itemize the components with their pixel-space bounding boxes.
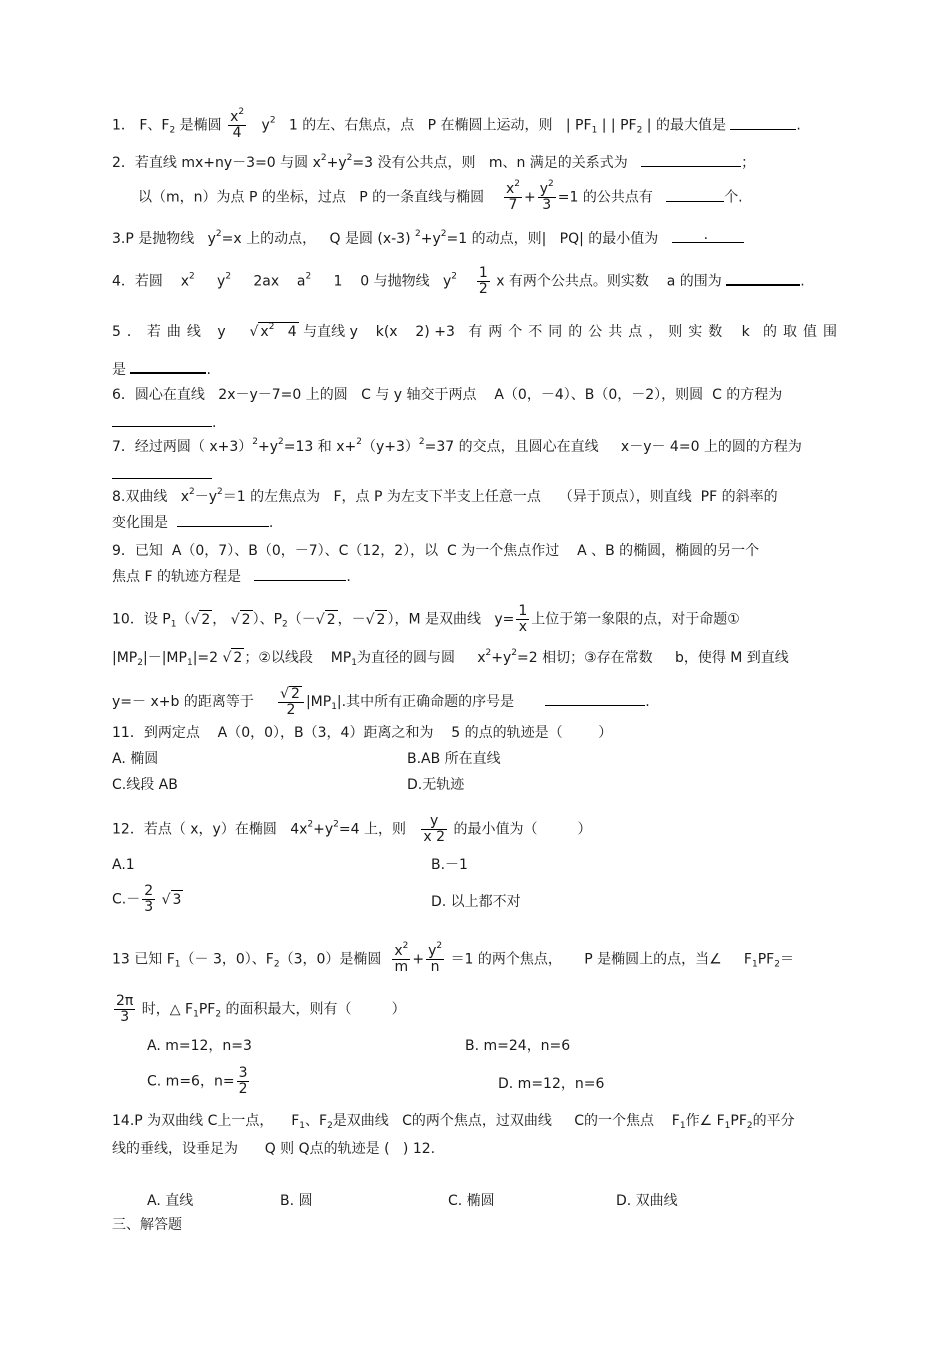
q5-text-4: 2) +3 [415,324,455,340]
q2-text-6: P 的一条直线与椭圆 [359,189,485,206]
q1-sub2: 2 [636,125,643,136]
q1-sup: 2 [238,107,245,117]
q10-sqrt-2: √ 2 [230,611,251,628]
q10-period: . [645,694,650,710]
q1-foci: F、F [139,117,170,134]
question-6 [112,386,782,404]
q12-optc-sqrt: √ 3 [161,891,182,908]
q13-text-10: PF [198,1001,216,1018]
q14-f1: F [291,1113,300,1129]
q1-text-4: | 的最大值是 [646,117,726,134]
q2-text-5: 以（m，n）为点 P 的坐标，过点 [138,189,346,206]
q2-fraca-sup: 2 [514,179,520,189]
q13-fracb-sup: 2 [436,941,443,951]
q1-sup-y: 2 [269,115,276,126]
q2-sup: 2 [320,153,327,163]
q14-sub-4: 1 [724,1121,731,1131]
q2-semicolon: ； [741,155,756,171]
q10-frac-num: 1 [518,603,528,619]
q6-text-5: C 的方程为 [712,387,783,403]
q13-text-9: 时，△ F [141,1001,194,1018]
q7-sup-4: 2 [418,437,425,447]
question-10-line-3 [112,686,650,718]
q2-fracb-den: 3 [542,197,552,213]
q10-text-10: |=2 [192,650,219,666]
q7-sup: 2 [252,437,259,447]
q10-sqrt-3: √ 2 [315,611,336,628]
q12-text-3: +y [313,821,334,838]
q14-f2: 、F [305,1113,328,1129]
q8-text-2: ＝1 的左焦点为 [222,489,321,505]
q10-rad-4: 2 [376,611,386,628]
q10-text-17: b，使得 M 到直线 [674,650,789,666]
q10-frac2-den: 2 [286,702,296,718]
q2-text-3: =3 没有公共点，则 [352,155,476,171]
q10-text-15: +y [491,650,512,666]
q10-sub-6: 1 [331,702,337,712]
q13-option-a[interactable]: A. m=12，n=3 [147,1038,252,1054]
q11-option-a[interactable]: A. 椭圆 [112,751,159,767]
q13-optc-num: 3 [238,1065,248,1081]
question-11 [112,724,612,742]
q1-text: 是椭圆 [179,117,222,134]
q2-fraction-a [504,179,522,213]
q9-text-2: A（0，7）、B（0，－7）、C（12，2），以 [171,543,439,559]
q10-text-16: =2 相切；③存在常数 [517,650,653,666]
q14-text-1: 14.P 为双曲线 C上一点， [112,1113,274,1129]
q12-text-4: =4 上，则 [338,821,406,838]
q10-sub-3: 2 [137,658,143,668]
q12-frac-num: y [421,814,447,830]
q9-period: . [346,569,351,585]
section-heading-answers: 三、解答题 [112,1217,182,1233]
q13-optc-fraction [237,1066,250,1097]
q10-text-20: |.其中所有正确命题的序号是 [336,694,515,710]
q13-option-c[interactable] [147,1066,251,1097]
q2-fraction-b [538,179,556,213]
q13-sub-6: 2 [215,1009,222,1020]
q14-text-3: C的两个焦点，过双曲线 [402,1113,552,1129]
q2-fraca-num: x [505,181,515,197]
q1-y: y [261,117,270,134]
q10-sqrt-5: √ 2 [222,650,243,666]
q1-answer-blank[interactable] [730,115,796,130]
q4-period: . [800,273,805,290]
q14-text-2: 是双曲线 [332,1113,389,1129]
question-8-line-2 [112,512,273,532]
q13-fraca-den: m [394,959,409,975]
q12-text-6: ） [577,821,592,838]
q10-text-9: |－|MP [142,650,187,666]
q2-fracb-sup: 2 [548,179,554,189]
q1-frac-den: 4 [232,125,242,141]
q10-sub: 1 [170,619,177,630]
q2-text-2: +y [326,155,347,171]
q12-text-5: 的最小值为（ [453,821,538,838]
q10-fraction [516,604,529,635]
q13-text-3: （3，0）是椭圆 [279,951,382,968]
q10-text-12: MP [330,650,352,666]
q11-text-2: A（0，0），B（3，4）距离之和为 [217,725,434,741]
q13-optc-den: 2 [238,1081,248,1097]
q10-answer-blank[interactable] [545,691,645,706]
q12-sup-2: 2 [333,819,339,830]
q11-option-d[interactable]: D.无轨迹 [407,777,465,793]
q14-option-d[interactable]: D. 双曲线 [616,1193,678,1209]
question-6-line-2 [112,412,216,432]
q14-sub-2: 2 [327,1121,333,1131]
q10-sqrt-4: √ 2 [365,611,386,628]
question-2-line-2 [138,179,743,213]
q3-period: . [703,227,709,243]
q3-text-3: Q 是圆 (x-3) [329,231,411,247]
q10-text-14: x [477,650,486,666]
q6-period: . [212,415,217,431]
q10-sup: 2 [485,648,492,658]
q10-frac-den: x [518,619,527,635]
q14-text-7: PF [730,1113,747,1129]
q11-text-1: 11．到两定点 [112,725,200,741]
q13-sub-5: 1 [193,1009,199,1020]
q12-fraction [421,814,447,845]
question-13-line-2 [112,994,406,1025]
q5-k: k [741,324,750,340]
question-7 [112,438,802,456]
q9-text-3: C 为一个焦点作过 [447,543,560,559]
q4-sup-2: 2 [225,271,232,282]
q2-sup-2: 2 [346,153,353,163]
q13-option-b[interactable]: B. m=24，n=6 [465,1038,571,1054]
q2-text-8: 个. [724,189,743,206]
q7-text-6: x－y－ 4=0 上的圆的方程为 [620,439,802,455]
q10-text-5: ），M 是双曲线 [387,611,481,628]
q4-x: x [180,273,190,290]
q10-sub-5: 1 [351,658,357,668]
q2-fraca-den: 7 [508,197,518,213]
q10-sqrt-6: √ 2 [280,686,300,702]
q13-text-2: （－ 3，0）、F [180,951,274,968]
q10-rad-2: 2 [241,611,251,628]
q4-frac-num: 1 [478,265,488,281]
q8-text-5: PF 的斜率的 [700,489,778,505]
q2-text-4: m、n 满足的关系式为 [488,155,628,171]
q10-frac2-num: 2 [291,686,300,702]
q9-text-4: A 、B 的椭圆，椭圆的另一个 [577,543,760,559]
q12-option-c[interactable] [112,884,183,915]
q3-text-5: =1 的动点，则| [446,231,547,247]
q1-sub1: 1 [591,125,598,136]
q14-text-10: Q 则 Q点的轨迹是 ( [264,1141,390,1157]
q9-answer-blank[interactable] [254,566,346,581]
q10-text-13: 为直径的圆与圆 [356,650,455,666]
q13-frac2-den: 3 [120,1009,130,1025]
q6-text-4: A（0，－4）、B（0，－2），则圆 [494,387,704,403]
q9-text-1: 9．已知 [112,543,163,559]
q10-comma: ， [212,611,227,628]
q3-sup: 2 [215,229,222,239]
q10-sub-2: 2 [282,619,288,630]
q2-text-1: 2．若直线 mx+ny－3=0 与圆 x [112,155,321,171]
q8-answer-blank[interactable] [177,512,269,527]
q13-plus: + [412,951,425,968]
q4-sup: 2 [189,271,195,282]
q14-text-4: C的一个焦点 [574,1113,654,1129]
q4-text-3: x 有两个公共点。则实数 [496,273,649,290]
q6-text-1: 6．圆心在直线 [112,387,205,403]
q8-text-1: 8.双曲线 [112,489,168,505]
question-1 [112,107,801,141]
q13-frac2-num: 2π [116,993,134,1009]
q4-answer-blank[interactable] [726,270,800,286]
q3-sup-2: 2 [415,229,421,239]
q10-fraction-2 [278,686,304,718]
q1-sub: 2 [169,125,176,136]
q5-text-2: 与直线 y [303,324,358,340]
q8-text-6: 变化围是 [112,515,168,531]
q6-text-3: C 与 y 轴交于两点 [361,387,477,403]
q4-text-2: 0 与抛物线 [360,273,430,290]
q8-text-3: F，点 P 为左支下半支上任意一点 [333,489,541,505]
q13-text-4: ＝1 的两个焦点， [450,951,562,968]
q5-answer-blank[interactable] [130,358,206,374]
question-2 [112,152,755,172]
q1-frac-num: x [230,109,239,125]
q13-fraction-b [426,941,444,975]
q8-y: －y [194,489,218,505]
q13-optc-text: C. m=6，n= [147,1073,235,1090]
q1-text-2: 1 的左、右焦点，点 [288,117,415,134]
q10-rad-1: 2 [201,611,211,628]
q7-text-4: （y+3） [361,439,419,455]
q10-sqrt-1: √ 2 [190,611,211,628]
q2-answer-blank-2[interactable] [666,187,724,202]
q12-optc-rad: 3 [172,891,182,908]
q13-fraction-2 [114,994,135,1025]
q9-text-5: 焦点 F 的轨迹方程是 [112,569,241,585]
q5-sup: 2 [268,322,275,332]
q13-sub-2: 2 [273,959,280,970]
q10-text-19: |MP [305,694,332,710]
q5-rad: x [260,324,269,340]
q1-pf2: | | PF [601,117,637,134]
q4-text-4: a 的围为 [666,273,722,290]
q7-sup-3: 2 [356,437,362,447]
q4-y: y [217,273,226,290]
q12-optc-fraction [142,884,155,915]
q13-fracb-den: n [430,959,440,975]
q4-fraction [477,266,490,297]
question-5 [112,322,843,341]
q12-text-2: 4x [290,821,308,838]
q4-a: a [296,273,306,290]
q8-text-4: （异于顶点），则直线 [558,489,692,505]
question-3 [112,228,744,248]
q11-text-4: ） [598,725,613,741]
question-8 [112,488,778,506]
question-10 [112,604,740,635]
q14-text-9: 线的垂线，设垂足为 [112,1141,238,1157]
q13-text-8: ＝ [779,951,794,968]
q12-option-b[interactable]: B.－1 [431,857,468,873]
q5-text-7: 是 [112,362,126,378]
q1-fraction [228,107,246,141]
q12-option-d[interactable]: D. 以上都不对 [431,894,521,910]
q3-answer-blank[interactable] [672,228,744,243]
q4-sup-4: 2 [451,271,457,282]
question-14 [112,1112,795,1130]
q13-fraca-num: x [394,943,403,959]
q13-text-1: 13 已知 F [112,951,175,968]
q13-text-7: PF [757,951,775,968]
q7-sup-2: 2 [278,437,284,447]
q12-optc-den: 3 [144,899,154,915]
q7-text-5: =37 的交点，且圆心在直线 [424,439,599,455]
question-9-line-2 [112,566,351,586]
q3-text-1: 3.P 是抛物线 [112,231,195,247]
q12-optc-num: 2 [144,883,154,899]
q7-answer-blank[interactable] [112,464,212,479]
q10-text-7: 上位于第一象限的点，对于命题① [531,611,740,628]
question-4 [112,266,805,297]
q10-text-18: y=－ x+b 的距离等于 [112,694,254,710]
q14-text-8: 的平分 [752,1113,795,1129]
q7-text-3: =13 和 x+ [283,439,357,455]
q10-sub-4: 1 [186,658,193,668]
q14-sub-3: 1 [679,1121,686,1131]
q14-option-a[interactable]: A. 直线 [147,1193,194,1209]
q4-sup-3: 2 [305,271,312,282]
q10-text-3: （－ [287,611,316,628]
q3-sup-3: 2 [440,229,447,239]
q13-sub: 1 [174,959,181,970]
q11-text-3: 5 的点的轨迹是（ [451,725,563,741]
q12-frac-den: x 2 [423,829,445,845]
q10-text-6: y= [494,611,515,628]
q4-text-1: 4．若圆 [112,273,163,290]
q8-period: . [268,515,274,531]
q14-option-c[interactable]: C. 椭圆 [448,1193,495,1209]
q10-rad-3: 2 [326,611,336,628]
q14-text-5: F [671,1113,680,1129]
q1-period: . [796,117,801,134]
q12-option-a[interactable]: A.1 [112,857,135,873]
q6-text-2: 2x－y－7=0 上的圆 [218,387,348,403]
q12-text-1: 12．若点（ x，y）在椭圆 [112,821,277,838]
q13-fraction-a [392,941,410,975]
q13-text-5: P 是椭圆上的点，当∠ [584,951,722,968]
q13-text-11: 的面积最大，则有（ [225,1001,352,1018]
q11-option-b[interactable]: B.AB 所在直线 [407,751,501,767]
q13-fracb-num: y [428,943,437,959]
q6-answer-blank[interactable] [112,412,212,427]
q10-paren: （ [176,611,191,628]
q5-text-3: k(x [375,324,398,340]
q2-fracb-num: y [539,181,548,197]
q7-text-1: 7．经过两圆（ x+3） [112,439,253,455]
q3-y: y [207,231,216,247]
q12-sup: 2 [307,819,314,830]
question-12 [112,814,592,845]
q13-sub-3: 1 [751,959,758,970]
q5-rad-2: 4 [287,324,297,340]
q14-text-11: ) 12. [402,1141,436,1157]
q10-text-8: |MP [112,650,138,666]
q10-text-11: ；②以线段 [244,650,313,666]
q7-text-2: +y [258,439,279,455]
question-9 [112,542,759,560]
q2-plus: + [523,189,536,206]
q1-number: 1． [112,117,135,134]
q1-text-3: P 在椭圆上运动，则 [427,117,553,134]
q13-text-6: F [743,951,752,968]
question-13 [112,941,794,975]
q3-text-6: PQ| 的最小值为 [559,231,659,247]
q8-sup: 2 [189,487,195,497]
q13-fraca-sup: 2 [402,941,409,951]
q5-sqrt: √ $x^2$ 4 [249,322,297,340]
question-7-line-2 [112,464,212,484]
q14-text-6: 作∠ F [685,1113,725,1129]
q8-x: x [180,489,190,505]
q4-1: 1 [333,273,343,290]
q14-sub-5: 2 [746,1121,753,1131]
question-14-line-2 [112,1140,435,1158]
q10-sup-2: 2 [511,648,518,658]
q2-text-7: =1 的公共点有 [557,189,653,206]
q1-pf1: | PF [565,117,592,134]
q2-answer-blank[interactable] [641,152,741,167]
q13-option-d[interactable]: D. m=12，n=6 [498,1076,605,1092]
q8-sup-2: 2 [217,487,223,497]
q11-option-c[interactable]: C.线段 AB [112,777,178,793]
q5-text-1: 5．若曲线 y [112,324,232,340]
q3-text-2: =x 上的动点， [221,231,317,247]
q10-rad-5: 2 [233,650,243,666]
question-10-line-2 [112,648,789,667]
q3-text-4: +y [420,231,441,247]
q4-2ax: 2ax [253,273,280,290]
q5-text-5: 有两个不同的公共点，则实数 [468,324,729,340]
q13-sub-4: 2 [774,959,780,970]
q10-text-2: ）、P [252,611,283,628]
question-5-line-2 [112,358,211,379]
q14-option-b[interactable]: B. 圆 [280,1193,313,1209]
q10-text-4: ，－ [337,611,366,628]
q12-optc-text: C.－ [112,891,141,908]
q14-sub: 1 [299,1121,305,1131]
q5-text-6: 的取值围 [763,324,844,340]
q13-text-12: ） [391,1001,406,1018]
q4-frac-den: 2 [478,281,488,297]
q5-period: . [206,362,211,378]
q10-text-1: 10．设 P [112,611,171,628]
q4-y2: y [442,273,452,290]
